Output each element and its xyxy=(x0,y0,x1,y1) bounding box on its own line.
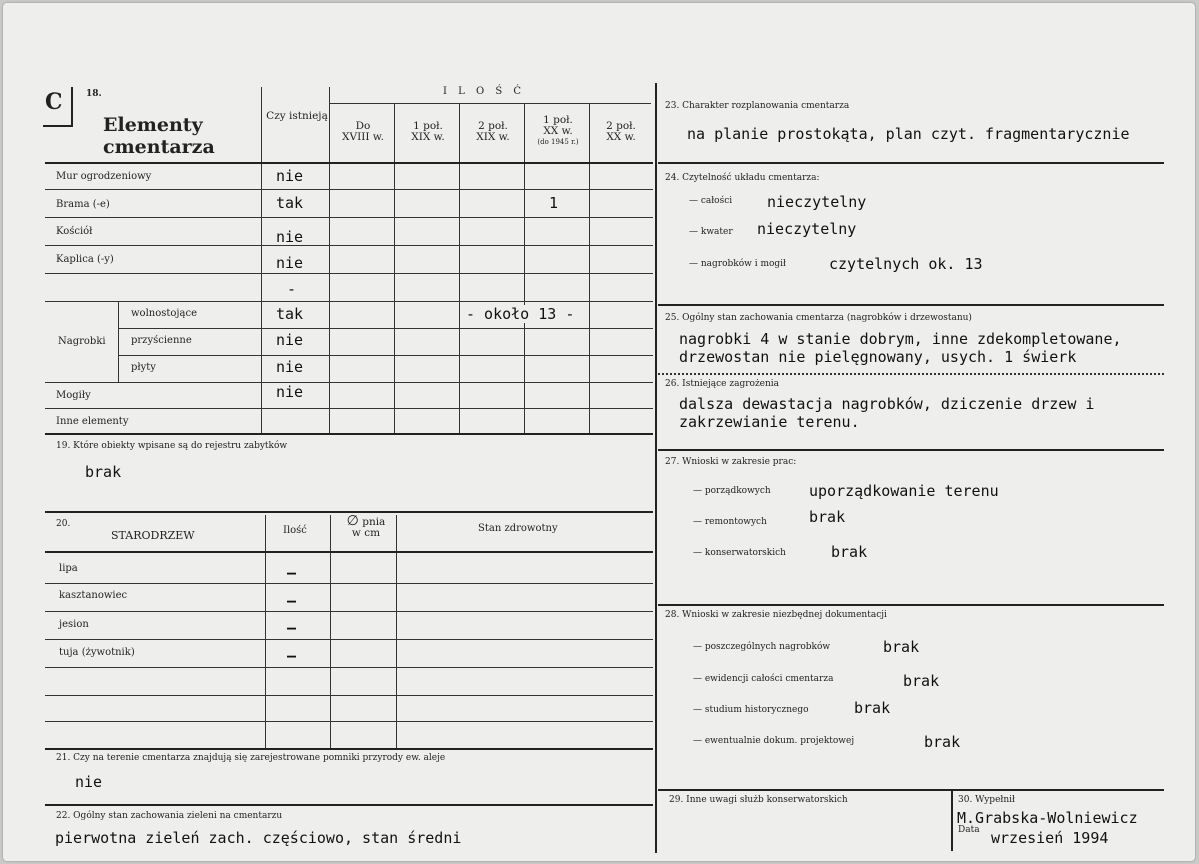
tree-name-2: kasztanowiec xyxy=(59,590,128,601)
row-value-graves: nie xyxy=(276,383,304,401)
s27-item-1-value: uporządkowanie terenu xyxy=(809,482,999,500)
s25-line1: nagrobki 4 w stanie dobrym, inne zdekompletowane, xyxy=(679,330,1122,348)
s27-item-3-label: — konserwatorskich xyxy=(693,548,786,558)
section-letter-underline xyxy=(43,125,73,127)
s28-item-1-label: — poszczególnych nagrobków xyxy=(693,642,831,652)
s21-value: nie xyxy=(75,773,103,791)
grid-line xyxy=(329,103,651,104)
grid-line xyxy=(330,515,331,748)
s23-value: na planie prostokąta, plan czyt. fragmentarycznie xyxy=(687,125,1130,143)
grid-line xyxy=(45,301,653,302)
period-col-1: Do XVIII w. xyxy=(342,120,384,143)
row-value-church: nie xyxy=(276,228,304,246)
nagrobki-free-qty: - około 13 - xyxy=(466,305,575,323)
s24-item-2-label: — kwater xyxy=(689,227,733,237)
nagrobki-label: Nagrobki xyxy=(58,336,106,347)
section-divider xyxy=(658,604,1164,606)
col-exists-header: Czy istnieją xyxy=(266,110,328,122)
s25-label: 25. Ogólny stan zachowania cmentarza (nagrobków i drzewostanu) xyxy=(665,313,972,323)
section-divider xyxy=(45,748,653,750)
row-label-other: Inne elementy xyxy=(56,416,129,427)
grid-line xyxy=(459,103,460,433)
nagrobki-slab-label: płyty xyxy=(131,362,156,373)
s25-line2: drzewostan nie pielęgnowany, usych. 1 świerk xyxy=(679,348,1077,366)
grid-line xyxy=(45,189,653,190)
s26-line2: zakrzewianie terenu. xyxy=(679,413,860,431)
section-letter-bar xyxy=(71,87,73,125)
s29-label: 29. Inne uwagi służb konserwatorskich xyxy=(669,795,848,805)
grid-line xyxy=(45,217,653,218)
section-divider xyxy=(658,449,1164,451)
grid-line xyxy=(589,103,590,433)
grid-line xyxy=(45,639,653,640)
grid-line xyxy=(396,515,397,748)
grid-line xyxy=(118,355,653,356)
period-col-5: 2 poł. XX w. xyxy=(606,120,636,143)
s21-label: 21. Czy na terenie cmentarza znajdują się zarejestrowane pomniki przyrody ew. aleje xyxy=(56,753,446,763)
section-divider xyxy=(45,804,653,806)
s30-label: 30. Wypełnił xyxy=(958,795,1015,805)
period-col-4: 1 poł. XX w. (do 1945 r.) xyxy=(537,114,579,146)
row-label-church: Kościół xyxy=(56,226,93,237)
s24-item-1-label: — całości xyxy=(689,196,733,206)
grid-line xyxy=(118,328,653,329)
grid-line xyxy=(45,408,653,409)
row-label-wall: Mur ogrodzeniowy xyxy=(56,171,152,182)
grid-line xyxy=(45,162,653,164)
grid-line xyxy=(45,433,653,435)
s28-label: 28. Wnioski w zakresie niezbędnej dokumentacji xyxy=(665,610,887,620)
center-divider xyxy=(655,83,657,853)
s23-label: 23. Charakter rozplanowania cmentarza xyxy=(665,101,850,111)
s28-item-2-label: — ewidencji całości cmentarza xyxy=(693,674,834,684)
grid-line xyxy=(45,583,653,584)
s20-title: STARODRZEW xyxy=(111,529,195,542)
section-divider xyxy=(658,789,1164,791)
ilosc-header: I L O Ś Ć xyxy=(443,86,526,97)
grid-line xyxy=(524,103,525,433)
grid-line xyxy=(45,382,653,383)
period-col-2: 1 poł. XIX w. xyxy=(411,120,445,143)
tree-qty-2: – xyxy=(287,592,297,610)
row-value-blank: - xyxy=(287,280,297,298)
s24-item-1-value: nieczytelny xyxy=(767,193,867,211)
row-label-graves: Mogiły xyxy=(56,390,91,401)
nagrobki-free-label: wolnostojące xyxy=(131,308,197,319)
row-label-chapel: Kaplica (-y) xyxy=(56,254,114,265)
s20-col-health: Stan zdrowotny xyxy=(478,523,558,534)
elements-title-line2: cmentarza xyxy=(103,136,215,158)
s27-item-1-label: — porządkowych xyxy=(693,486,771,496)
nagrobki-wall-label: przyścienne xyxy=(131,335,192,346)
tree-name-1: lipa xyxy=(59,563,78,574)
s24-label: 24. Czytelność układu cmentarza: xyxy=(665,173,820,183)
s22-label: 22. Ogólny stan zachowania zieleni na cmentarzu xyxy=(56,811,283,821)
s24-item-3-label: — nagrobków i mogił xyxy=(689,259,786,269)
s19-value: brak xyxy=(85,463,122,481)
row-qty-gate: 1 xyxy=(549,194,559,212)
s28-item-2-value: brak xyxy=(903,672,940,690)
elements-title-line1: Elementy xyxy=(103,114,203,136)
grid-line xyxy=(45,273,653,274)
s27-label: 27. Wnioski w zakresie prac: xyxy=(665,457,797,467)
grid-line xyxy=(394,103,395,433)
s20-col-qty: Ilość xyxy=(283,525,307,536)
grid-line xyxy=(45,721,653,722)
s27-item-3-value: brak xyxy=(831,543,868,561)
s20-col-diameter: ∅ pnia w cm xyxy=(346,513,386,539)
section-number: 18. xyxy=(86,89,102,99)
tree-name-3: jesion xyxy=(59,619,89,630)
s30-date: wrzesień 1994 xyxy=(991,829,1109,847)
s26-label: 26. Istniejące zagrożenia xyxy=(665,379,780,389)
tree-qty-1: – xyxy=(287,564,297,582)
s30-date-label: Data xyxy=(958,825,980,835)
s28-item-4-value: brak xyxy=(924,733,961,751)
s24-item-2-value: nieczytelny xyxy=(757,220,857,238)
row-value-chapel: nie xyxy=(276,254,304,272)
tree-qty-4: – xyxy=(287,647,297,665)
s28-item-1-value: brak xyxy=(883,638,920,656)
s22-value: pierwotna zieleń zach. częściowo, stan średni xyxy=(55,829,462,847)
s29-s30-divider xyxy=(951,791,953,851)
row-label-gate: Brama (-e) xyxy=(56,199,110,210)
nagrobki-free-value: tak xyxy=(276,305,304,323)
grid-line xyxy=(118,301,119,382)
section-divider xyxy=(658,162,1164,164)
grid-line xyxy=(45,667,653,668)
grid-line xyxy=(45,695,653,696)
s28-item-4-label: — ewentualnie dokum. projektowej xyxy=(693,736,855,746)
grid-line xyxy=(45,551,653,553)
s27-item-2-label: — remontowych xyxy=(693,517,767,527)
s30-name: M.Grabska-Wolniewicz xyxy=(957,809,1138,827)
row-value-wall: nie xyxy=(276,167,304,185)
grid-line xyxy=(45,611,653,612)
section-divider xyxy=(658,304,1164,306)
s27-item-2-value: brak xyxy=(809,508,846,526)
nagrobki-wall-value: nie xyxy=(276,331,304,349)
nagrobki-slab-value: nie xyxy=(276,358,304,376)
s26-line1: dalsza dewastacja nagrobków, dziczenie drzew i xyxy=(679,395,1095,413)
grid-line xyxy=(265,515,266,748)
s24-item-3-value: czytelnych ok. 13 xyxy=(829,255,983,273)
period-col-3: 2 poł. XIX w. xyxy=(476,120,510,143)
row-value-gate: tak xyxy=(276,194,304,212)
s20-number: 20. xyxy=(56,519,71,529)
tree-qty-3: – xyxy=(287,619,297,637)
cemetery-record-card xyxy=(3,3,1195,861)
s28-item-3-label: — studium historycznego xyxy=(693,705,809,715)
s19-label: 19. Które obiekty wpisane są do rejestru zabytków xyxy=(56,441,288,451)
grid-line xyxy=(45,245,653,246)
s28-item-3-value: brak xyxy=(854,699,891,717)
section-divider xyxy=(658,373,1164,375)
section-letter: C xyxy=(45,89,63,115)
tree-name-4: tuja (żywotnik) xyxy=(59,647,135,658)
